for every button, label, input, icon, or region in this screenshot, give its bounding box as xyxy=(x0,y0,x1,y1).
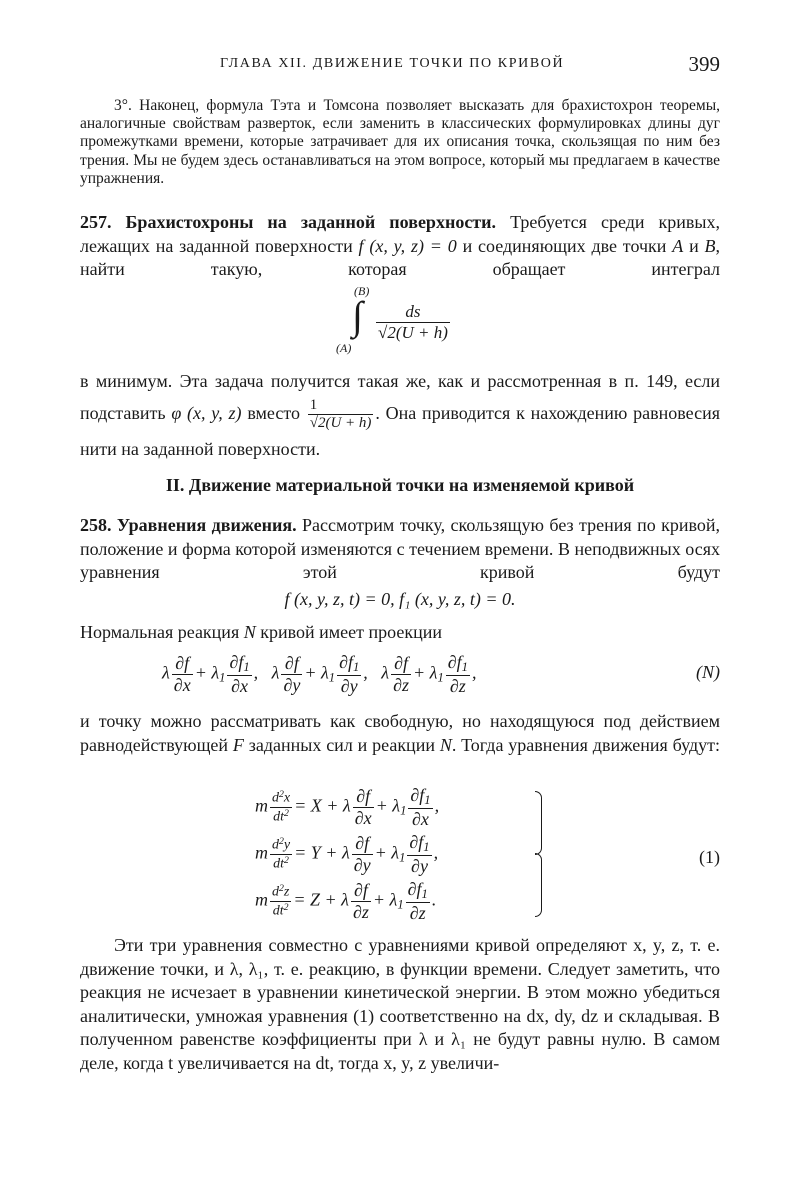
chapter-title: ГЛАВА XII. ДВИЖЕНИЕ ТОЧКИ ПО КРИВОЙ xyxy=(220,56,565,71)
substitution-denominator: √2(U + h) xyxy=(309,415,372,432)
instead-word: вместо xyxy=(247,403,300,423)
eq1-force: X xyxy=(310,795,322,816)
brace-lower xyxy=(535,853,542,917)
section-257-text-a: Требуется среди кривых, лежащих на заданной поверхности xyxy=(80,212,721,256)
section-258-text-c: кривой имеет проекции xyxy=(260,622,442,642)
section-257-text-e: . Она приводится к нахождению равновесия нити на заданной поверхности. xyxy=(80,403,721,459)
closing-paragraph: Эти три уравнения совместно с уравнениями кривой определяют x, y, z, т. е. движение точки, и λ, λ₁, т. е. реакцию, в функции времени. Следует заметить, что реакция не исчезает в уравнении кинетической энергии. В этом можно убедиться аналитически, умножая уравнения (1) соответственно на dx, dy, dz и складывая. В полученном равенстве коэффициенты при λ и λ₁ не будут равны нулю. В самом деле, когда t увеличивается на dt, тогда x, y, z увеличи- xyxy=(80,935,720,1073)
curve-equations: f (x, y, z, t) = 0, f₁ (x, y, z, t) = 0. xyxy=(284,589,516,609)
integral-denominator: √2(U + h) xyxy=(378,322,448,342)
section-257-text-c: , найти такую, которая обращает интеграл xyxy=(80,235,721,279)
section-258-text-d: и точку можно рассматривать как свободную, но находящуюся под действием равнодействующей xyxy=(80,711,720,755)
equation-tag-n: (N) xyxy=(696,662,720,682)
section-257-text-d: в минимум. Эта задача получится такая же, как и рассмотренная в п. 149, если подставить xyxy=(80,371,720,423)
integral-fraction xyxy=(376,302,450,342)
substitution-numerator: 1 xyxy=(308,397,374,415)
brace-upper xyxy=(535,791,542,855)
equation-z: m $\frac{d^2z}{dt^2}$ = Z + λ $\frac{\partial f}{\partial z}$ + $\lambda_1$ $\frac{\partial f_1}{\partial z}$ . xyxy=(255,879,437,923)
integral-formula xyxy=(330,284,510,360)
section-257-paragraph xyxy=(80,211,720,282)
section-257-text-b: и соединяющих две точки xyxy=(462,235,667,256)
section-258-heading: 258. Уравнения движения. xyxy=(80,515,297,535)
and-word: и xyxy=(689,235,699,256)
equation-tag-1: (1) xyxy=(699,847,720,867)
eq3-force: Z xyxy=(310,889,321,910)
section-ii-heading: II. Движение материальной точки на изменяемой кривой xyxy=(165,475,635,495)
section-257-continuation xyxy=(80,365,720,465)
integral-lower-limit: (A) xyxy=(336,341,352,355)
page-number: 399 xyxy=(688,52,720,76)
equation-x: m $\frac{d^2x}{dt^2}$ = X + λ $\frac{\partial f}{\partial x}$ + $\lambda_1$ $\frac{\partial f_1}{\partial x}$ , xyxy=(255,785,440,829)
surface-equation: f (x, y, z) = 0 xyxy=(358,235,457,256)
section-258-text-f: . Тогда уравнения движения будут: xyxy=(451,734,721,755)
running-header xyxy=(80,52,720,82)
equations-of-motion xyxy=(80,785,720,925)
point-a: A xyxy=(672,235,684,256)
projections-formula xyxy=(80,650,720,702)
projections-expression: λ $\frac{\partial f}{\partial x}$ + $\lambda_1$ $\frac{\partial f_1}{\partial x}$ , λ $\frac{\partial f}{\partial y}$ + $\lambda_1$ $\frac{\partial f_1}{\partial y}$ , λ $\frac{\partial f}{\partial z}$ + $\lambda_1$ $\frac{\partial f_1}{\partial z}$ , xyxy=(162,652,477,696)
equation-y: m $\frac{d^2y}{dt^2}$ = Y + λ $\frac{\partial f}{\partial y}$ + $\lambda_1$ $\frac{\partial f_1}{\partial y}$ , xyxy=(255,832,439,876)
intro-paragraph: 3°. Наконец, формула Тэта и Томсона позволяет высказать для брахистохрон теоремы, аналогичные свойствам разверток, если заменить в классических формулировках длины дуг промежутками времени, которые затрачивает для их описания точка, скользящая по ним без трения. Мы не будем здесь останавливаться на этом вопросе, который мы предлагаем в качестве упражнения. xyxy=(80,97,720,187)
section-258-text-e: заданных сил и реакции xyxy=(248,734,435,755)
integral-sign: ∫ xyxy=(352,293,363,338)
integral-upper-limit: (B) xyxy=(354,284,370,298)
section-258-text-a: Рассмотрим точку, скользящую без трения по кривой, положение и форма которой изменяются с течением времени. В неподвижных осях уравнения этой кривой будут xyxy=(80,515,721,582)
integral-numerator: ds xyxy=(376,302,450,323)
section-257-heading: 257. Брахистохроны на заданной поверхности. xyxy=(80,212,497,232)
section-258-text-b: Нормальная реакция xyxy=(80,622,240,642)
section-258-paragraph xyxy=(80,514,720,585)
free-point-paragraph xyxy=(80,710,720,757)
phi-function: φ (x, y, z) xyxy=(171,403,242,423)
normal-reaction-line xyxy=(80,621,720,645)
reaction-n-2: N xyxy=(439,734,452,755)
substitution-fraction xyxy=(308,397,374,433)
eq2-force: Y xyxy=(310,842,321,863)
reaction-n: N xyxy=(243,622,256,642)
point-b: B xyxy=(704,235,716,256)
resultant-f: F xyxy=(232,734,244,755)
